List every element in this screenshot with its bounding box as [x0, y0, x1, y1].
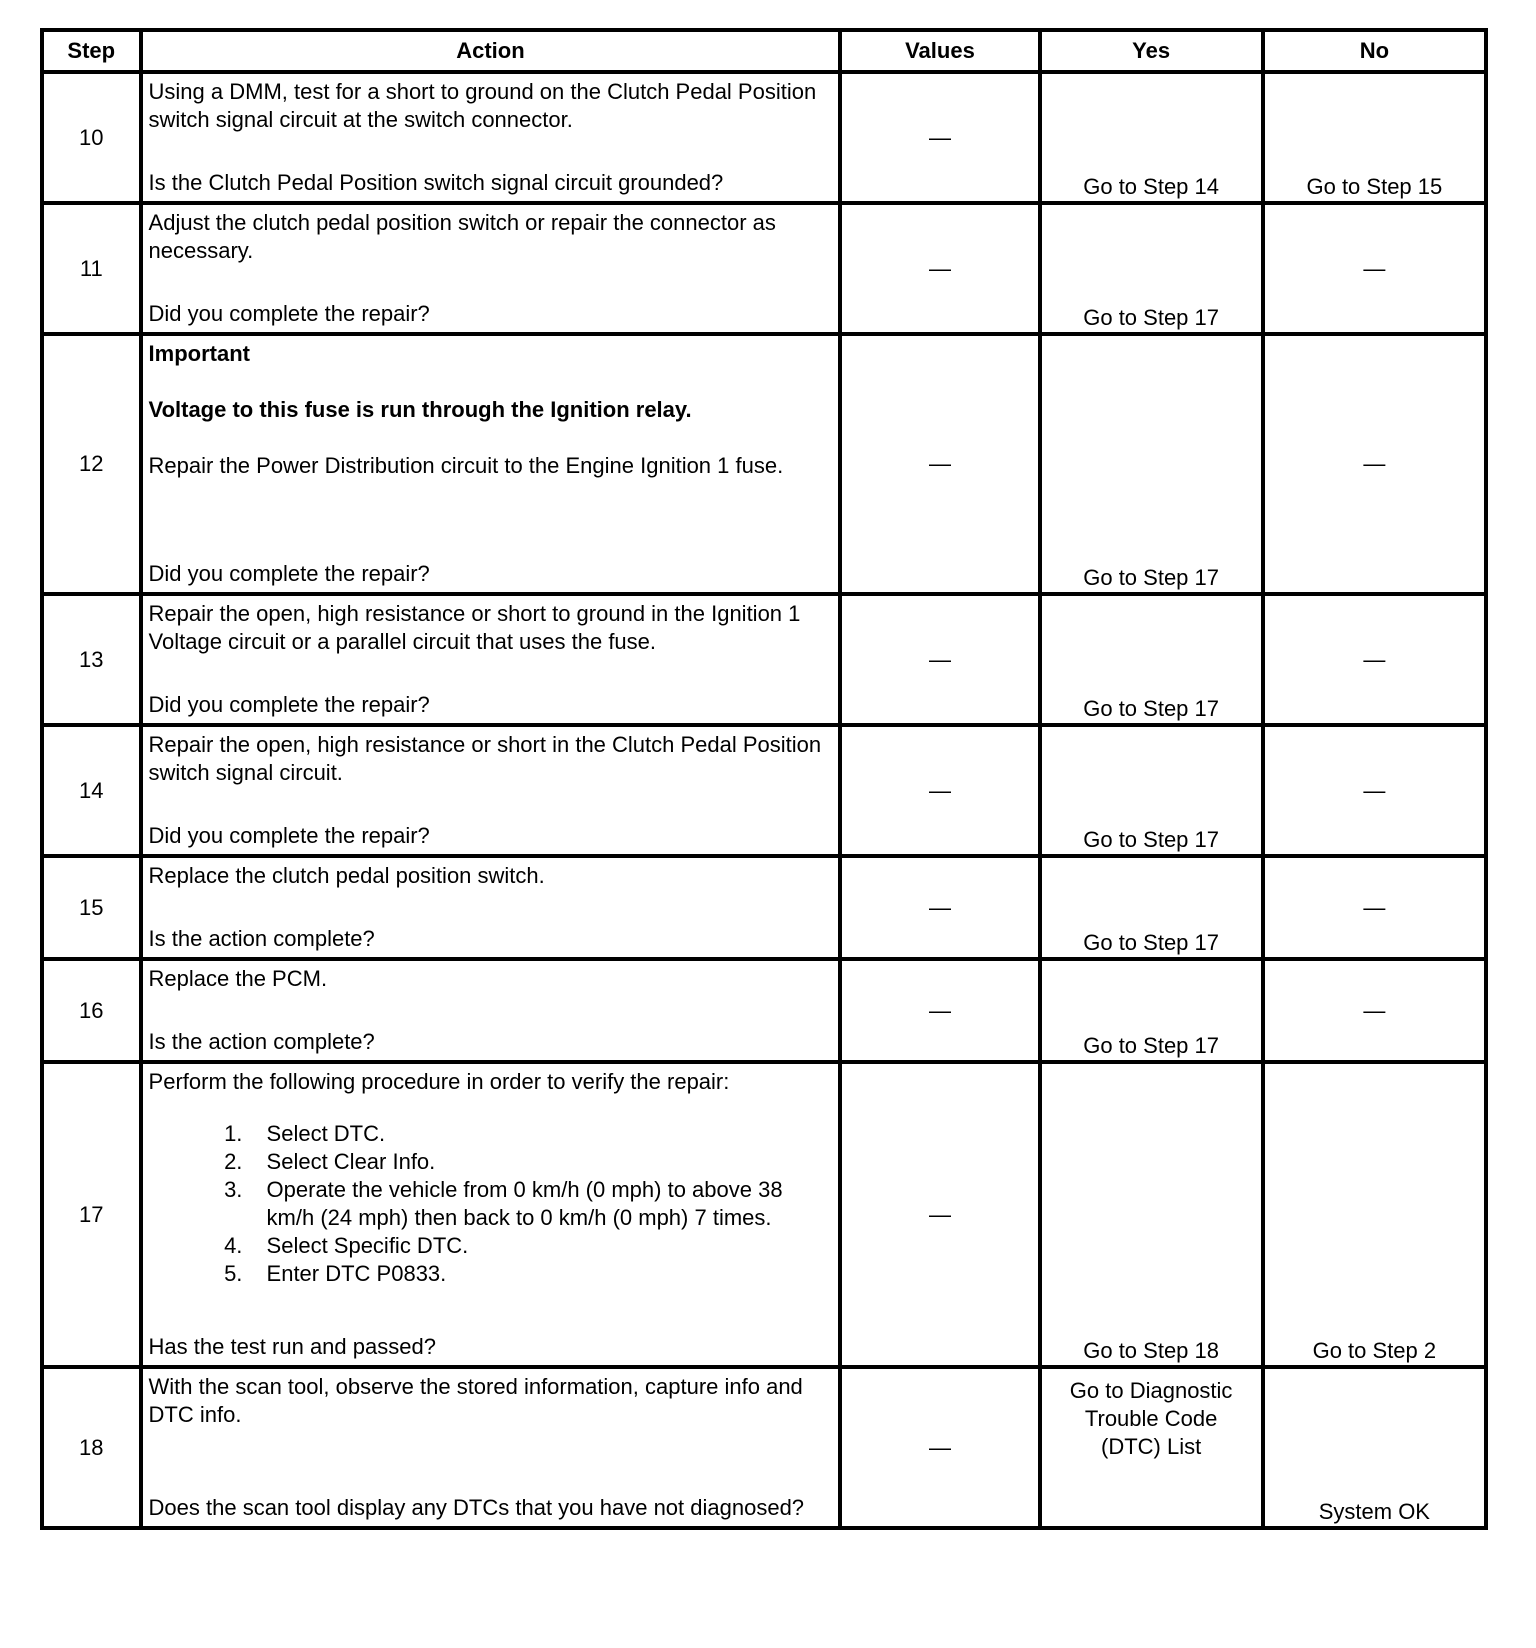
table-row [42, 334, 1486, 594]
action-cell [141, 334, 841, 594]
action-cell [141, 959, 841, 1062]
action-question: Did you complete the repair? [148, 561, 430, 586]
values-cell: — [840, 856, 1039, 959]
action-cell [141, 594, 841, 725]
action-question: Is the action complete? [148, 1029, 375, 1054]
no-cell: — [1263, 856, 1486, 959]
action-text: Using a DMM, test for a short to ground on the Clutch Pedal Position switch signal circuit at the switch connector. [148, 79, 817, 132]
action-question: Is the Clutch Pedal Position switch signal circuit grounded? [148, 170, 724, 195]
action-question: Did you complete the repair? [148, 823, 430, 848]
procedure-list [149, 1120, 833, 1288]
values-cell: — [840, 72, 1039, 203]
action-text: With the scan tool, observe the stored information, capture info and DTC info. [148, 1374, 803, 1427]
no-cell: — [1263, 594, 1486, 725]
step-number: 12 [42, 334, 141, 594]
procedure-step: 2. Select Clear Info. [249, 1148, 833, 1176]
yes-cell: Go to Step 14 [1040, 72, 1263, 203]
action-text: Perform the following procedure in order to verify the repair: [148, 1069, 730, 1094]
step-number: 10 [42, 72, 141, 203]
action-text: Replace the clutch pedal position switch. [148, 863, 545, 888]
values-cell: — [840, 1062, 1039, 1367]
yes-cell [1040, 1367, 1263, 1528]
values-cell: — [840, 203, 1039, 334]
action-text: Repair the open, high resistance or short in the Clutch Pedal Position switch signal circuit. [148, 732, 822, 785]
table-row [42, 72, 1486, 203]
action-text: Adjust the clutch pedal position switch or repair the connector as necessary. [148, 210, 776, 263]
values-cell: — [840, 1367, 1039, 1528]
procedure-step: 1. Select DTC. [249, 1120, 833, 1148]
header-no: No [1263, 30, 1486, 72]
procedure-step: 5. Enter DTC P0833. [249, 1260, 833, 1288]
important-label: Important [148, 341, 250, 366]
no-cell: — [1263, 203, 1486, 334]
table-row [42, 1367, 1486, 1528]
action-question: Does the scan tool display any DTCs that you have not diagnosed? [148, 1495, 805, 1520]
diagnostic-table [40, 28, 1488, 1530]
step-number: 18 [42, 1367, 141, 1528]
action-text: Repair the open, high resistance or short to ground in the Ignition 1 Voltage circuit or a parallel circuit that uses the fuse. [148, 601, 801, 654]
table-row [42, 203, 1486, 334]
no-cell: — [1263, 334, 1486, 594]
values-cell: — [840, 594, 1039, 725]
yes-cell: Go to Step 17 [1040, 959, 1263, 1062]
action-question: Did you complete the repair? [148, 692, 430, 717]
action-text: Replace the PCM. [148, 966, 328, 991]
values-cell: — [840, 725, 1039, 856]
action-question: Is the action complete? [148, 926, 375, 951]
values-cell: — [840, 334, 1039, 594]
step-number: 11 [42, 203, 141, 334]
no-cell: Go to Step 2 [1263, 1062, 1486, 1367]
step-number: 14 [42, 725, 141, 856]
no-cell: — [1263, 959, 1486, 1062]
table-row [42, 725, 1486, 856]
step-number: 15 [42, 856, 141, 959]
yes-cell: Go to Step 17 [1040, 725, 1263, 856]
action-cell [141, 856, 841, 959]
yes-cell: Go to Step 18 [1040, 1062, 1263, 1367]
important-note: Voltage to this fuse is run through the Ignition relay. [148, 397, 692, 422]
action-question: Did you complete the repair? [148, 301, 430, 326]
action-cell [141, 1367, 841, 1528]
table-row [42, 594, 1486, 725]
yes-cell: Go to Step 17 [1040, 594, 1263, 725]
procedure-step: 3. Operate the vehicle from 0 km/h (0 mph) to above 38 km/h (24 mph) then back to 0 km/h (0 mph) 7 times. [249, 1176, 833, 1232]
values-cell: — [840, 959, 1039, 1062]
action-cell [141, 72, 841, 203]
step-number: 17 [42, 1062, 141, 1367]
action-cell [141, 203, 841, 334]
yes-cell: Go to Step 17 [1040, 203, 1263, 334]
yes-cell: Go to Step 17 [1040, 856, 1263, 959]
no-cell: — [1263, 725, 1486, 856]
yes-cell: Go to Step 17 [1040, 334, 1263, 594]
header-step: Step [42, 30, 141, 72]
header-values: Values [840, 30, 1039, 72]
action-cell [141, 1062, 841, 1367]
step-number: 13 [42, 594, 141, 725]
action-question: Has the test run and passed? [148, 1334, 436, 1359]
table-row [42, 1062, 1486, 1367]
action-text: Repair the Power Distribution circuit to the Engine Ignition 1 fuse. [148, 453, 784, 478]
yes-link-text: Go to Diagnostic Trouble Code (DTC) List [1069, 1378, 1233, 1459]
header-action: Action [141, 30, 841, 72]
step-number: 16 [42, 959, 141, 1062]
table-row [42, 856, 1486, 959]
no-cell: System OK [1263, 1367, 1486, 1528]
header-yes: Yes [1040, 30, 1263, 72]
no-cell: Go to Step 15 [1263, 72, 1486, 203]
procedure-step: 4. Select Specific DTC. [249, 1232, 833, 1260]
header-row [42, 30, 1486, 72]
action-cell [141, 725, 841, 856]
table-row [42, 959, 1486, 1062]
